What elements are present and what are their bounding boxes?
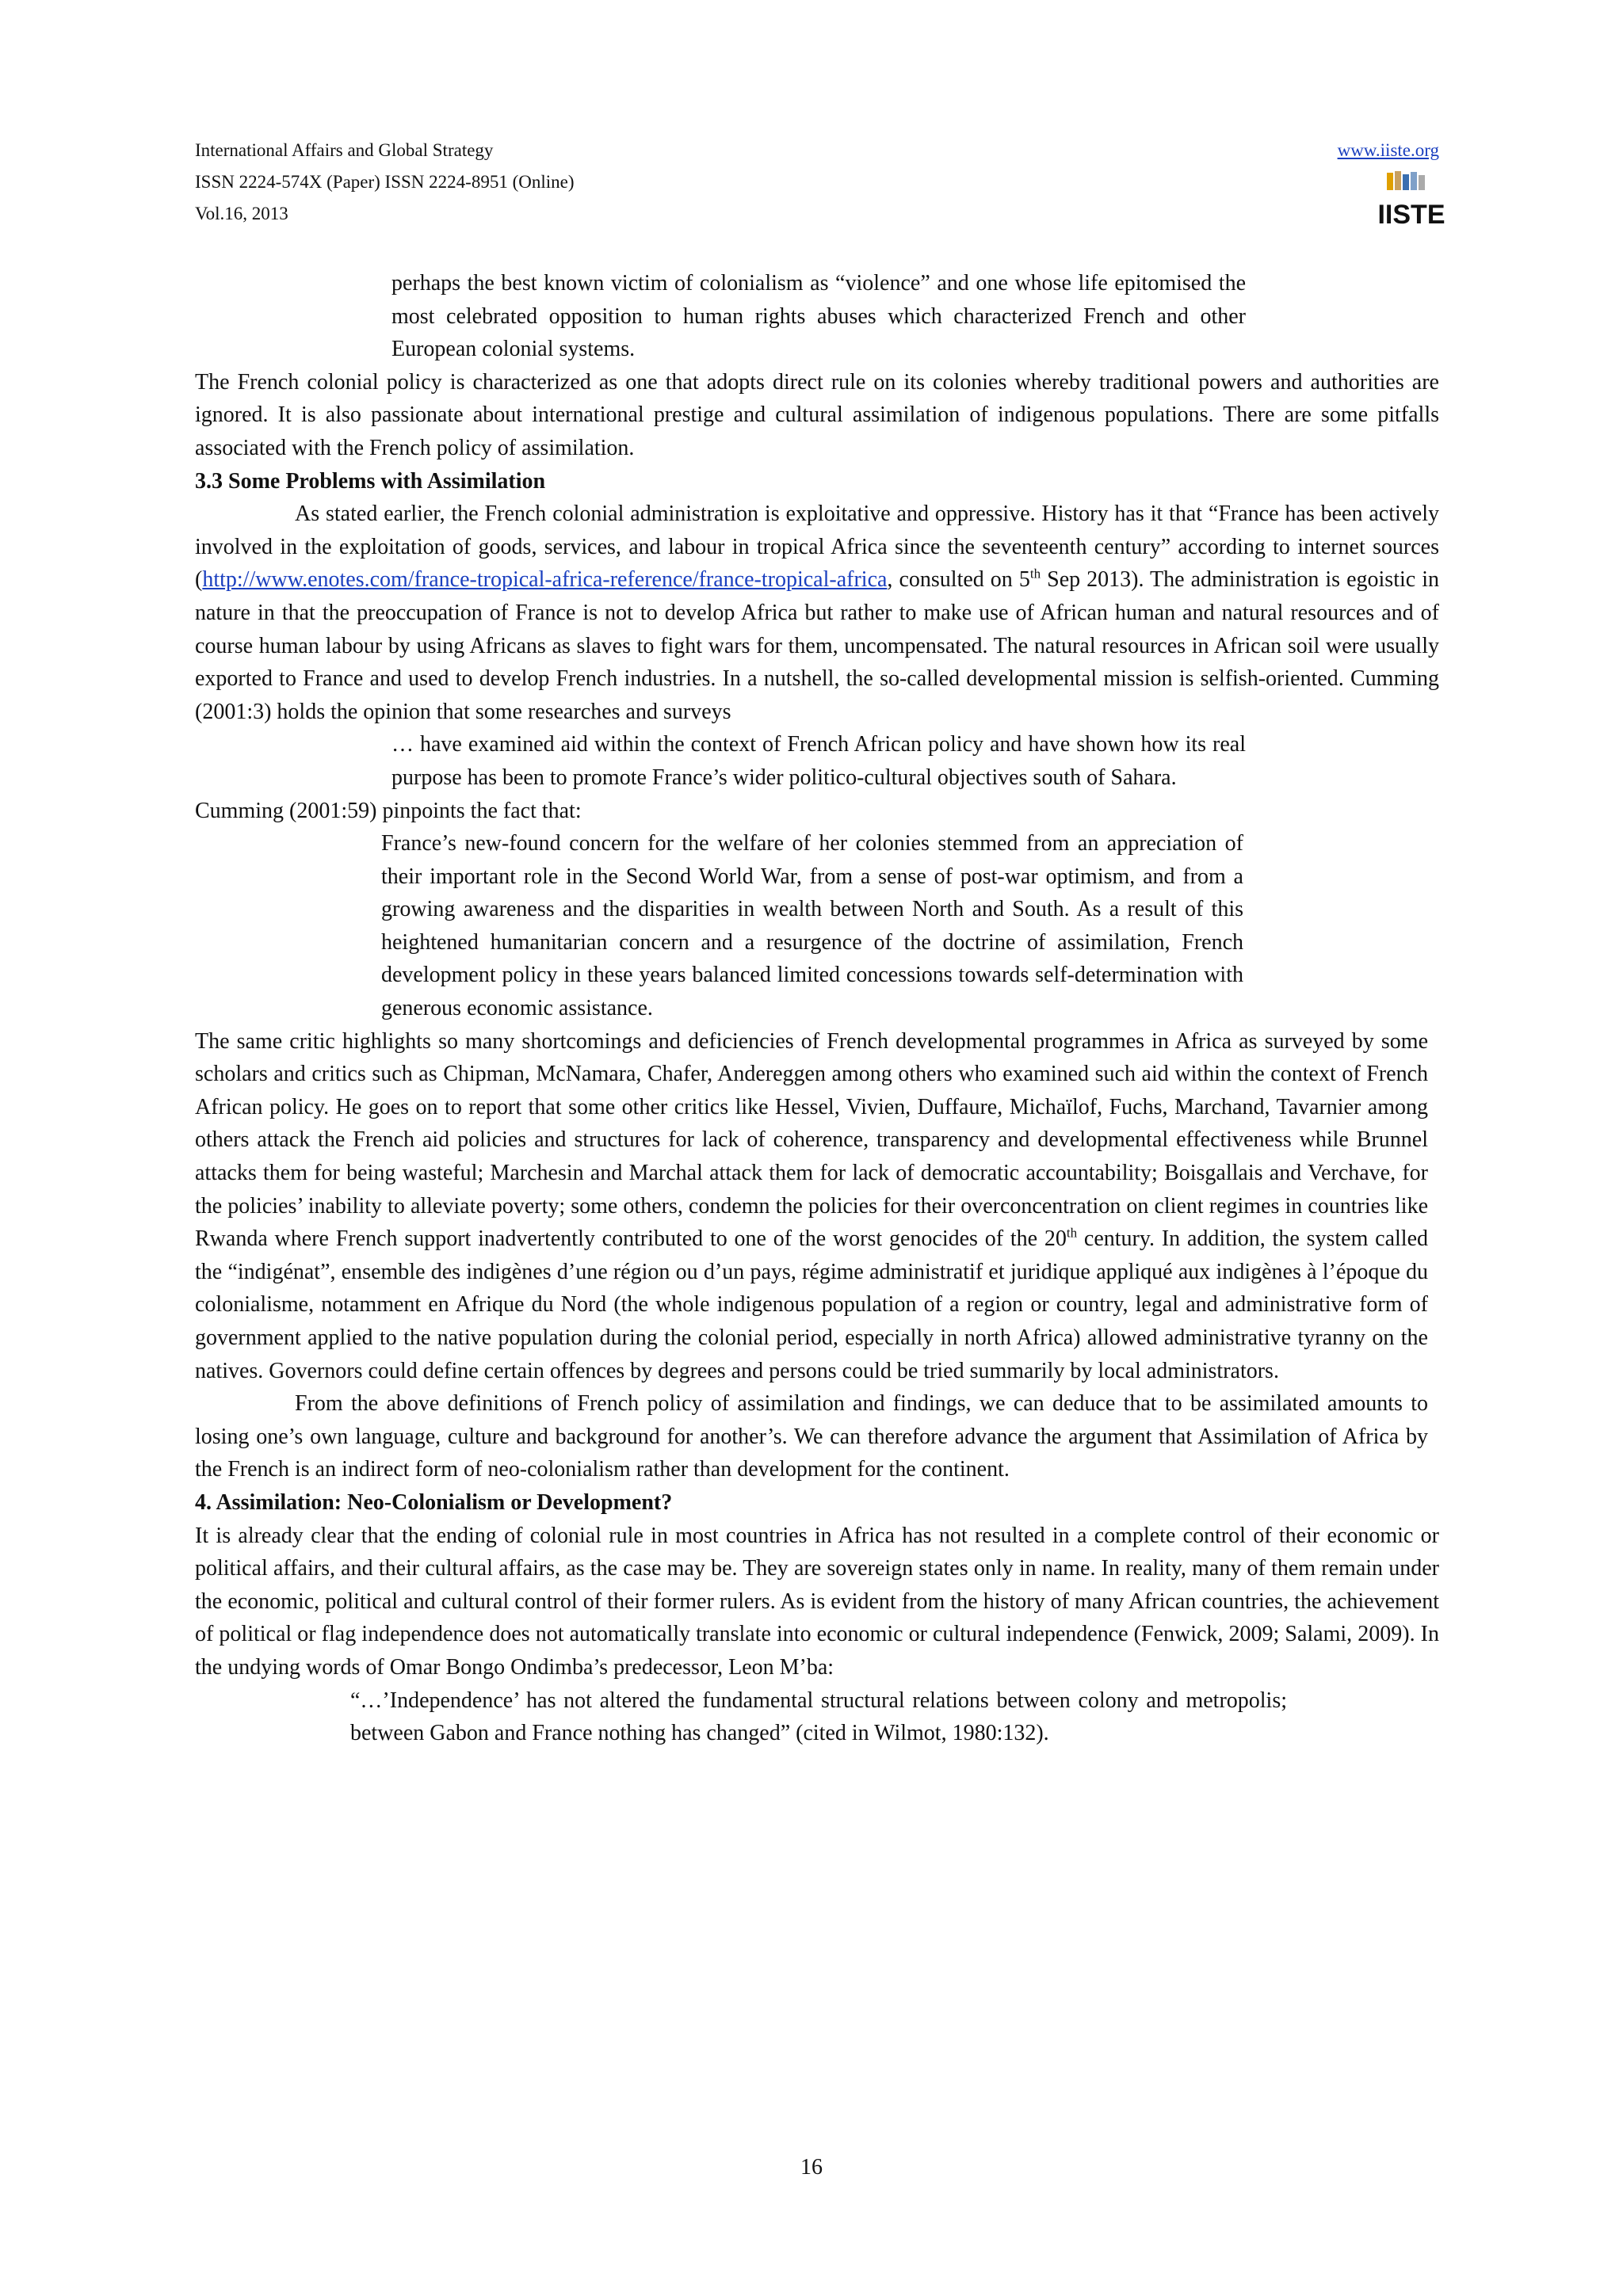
paragraph: From the above definitions of French policy of assimilation and findings, we can deduce that to be assimilated amounts to losing one’s own language, culture and background for another’s. We can therefore advance the argument that Assimilation of Africa by the French is an indirect form of neo-colonialism rather than development for the continent. <box>195 1391 1428 1482</box>
journal-info <box>195 135 575 230</box>
quote-text: France’s new-found concern for the welfare of her colonies stemmed from an appreciation of their important role in the Second World War, from a sense of post-war optimism, and from a growing awareness and the disparities in wealth between North and South. As a result of this heightened humanitarian concern and a resurgence of the doctrine of assimilation, French development policy in these years balanced limited concessions towards self-determination with generous economic assistance. <box>381 831 1243 1021</box>
section-heading-3-3: 3.3 Some Problems with Assimilation <box>195 468 546 494</box>
block-quote-4 <box>350 1684 1287 1750</box>
page-number: 16 <box>800 2155 823 2180</box>
block-quote-2 <box>391 728 1246 794</box>
paragraph: The French colonial policy is characterized as one that adopts direct rule on its colonies whereby traditional powers and authorities are ignored. It is also passionate about international prestige and cultural assimilation of indigenous populations. There are some pitfalls associated with the French policy of assimilation. <box>195 369 1439 460</box>
iiste-logo <box>1377 170 1445 230</box>
quote-text: … have examined aid within the context of French African policy and have shown how its real purpose has been to promote France’s wider politico-cultural objectives south of Sahara. <box>391 732 1246 790</box>
section-heading-4: 4. Assimilation: Neo-Colonialism or Development? <box>195 1489 673 1515</box>
enotes-link[interactable]: http://www.enotes.com/france-tropical-africa-reference/france-tropical-africa <box>202 567 888 593</box>
paragraph: The same critic highlights so many shortcomings and deficiencies of French developmental programmes in Africa as surveyed by some scholars and critics such as Chipman, McNamara, Chafer, Andereggen among others who examined such aid within the context of French African policy. He goes on to report that some other critics like Hessel, Vivien, Duffaure, Michaïlof, Fuchs, Marchand, Tavarnier among others attack the French aid policies and structures for lack of coherence, transparency and developmental effectiveness while Brunnel attacks them for being wasteful; Marchesin and Marchal attack them for lack of democratic accountability; Boisgallais and Verchave, for the policies’ inability to alleviate poverty; some others, condemn the policies for their overconcentration on client regimes in countries like Rwanda where French support inadvertently contributed to one of the worst genocides of the 20th century. In addition, the system called the “indigénat”, ensemble des indigènes d’une région ou d’un pays, régime administratif et juridique appliqué aux indigènes à l’époque du colonialisme, notamment en Afrique du Nord (the whole indigenous population of a region or country, legal and administrative form of government applied to the native population during the colonial period, especially in north Africa) allowed administrative tyranny on the natives. Governors could define certain offences by degrees and persons could be tried summarily by local administrators. <box>195 1028 1428 1383</box>
quote-text: perhaps the best known victim of colonialism as “violence” and one whose life epitomised the most celebrated opposition to human rights abuses which characterized French and other European colonial systems. <box>391 271 1246 362</box>
paragraph: As stated earlier, the French colonial administration is exploitative and oppressive. History has it that “France has been actively involved in the exploitation of goods, services, and labour in tropical Africa since the seventeenth century” according to internet sources (http://www.enotes.com/france-tropical-africa-reference/france-tropical-africa, consulted on 5th Sep 2013). The administration is egoistic in nature in that the preoccupation of France is not to develop Africa but rather to make use of African human and natural resources and of course human labour by using Africans as slaves to fight wars for them, uncompensated. The natural resources in African soil were usually exported to France and used to develop French industries. In a nutshell, the so-called developmental mission is selfish-oriented. Cumming (2001:3) holds the opinion that some researches and surveys <box>195 502 1440 724</box>
quote-text: “…’Independence’ has not altered the fundamental structural relations between colony and metropolis; between Gabon and France nothing has changed” (cited in Wilmot, 1980:132). <box>350 1688 1287 1746</box>
journal-title: International Affairs and Global Strategy <box>195 140 494 160</box>
page-header <box>195 135 1445 238</box>
svg-text:IISTE: IISTE <box>1377 200 1445 230</box>
paragraph: Cumming (2001:59) pinpoints the fact that: <box>195 798 582 823</box>
volume-line: Vol.16, 2013 <box>195 204 288 223</box>
block-quote-1 <box>391 267 1246 366</box>
journal-url-link[interactable]: www.iiste.org <box>1337 140 1439 160</box>
paragraph: It is already clear that the ending of colonial rule in most countries in Africa has not resulted in a complete control of their economic or political affairs, and their cultural affairs, as the case may be. They are sovereign states only in name. In reality, many of them remain under the economic, political and cultural control of their former rulers. As is evident from the history of many African countries, the achievement of political or flag independence does not automatically translate into economic or cultural independence (Fenwick, 2009; Salami, 2009). In the undying words of Omar Bongo Ondimba’s predecessor, Leon M’ba: <box>195 1523 1439 1680</box>
block-quote-3 <box>381 827 1243 1025</box>
issn-line: ISSN 2224-574X (Paper) ISSN 2224-8951 (Online) <box>195 172 575 192</box>
main-content <box>195 267 1439 1750</box>
